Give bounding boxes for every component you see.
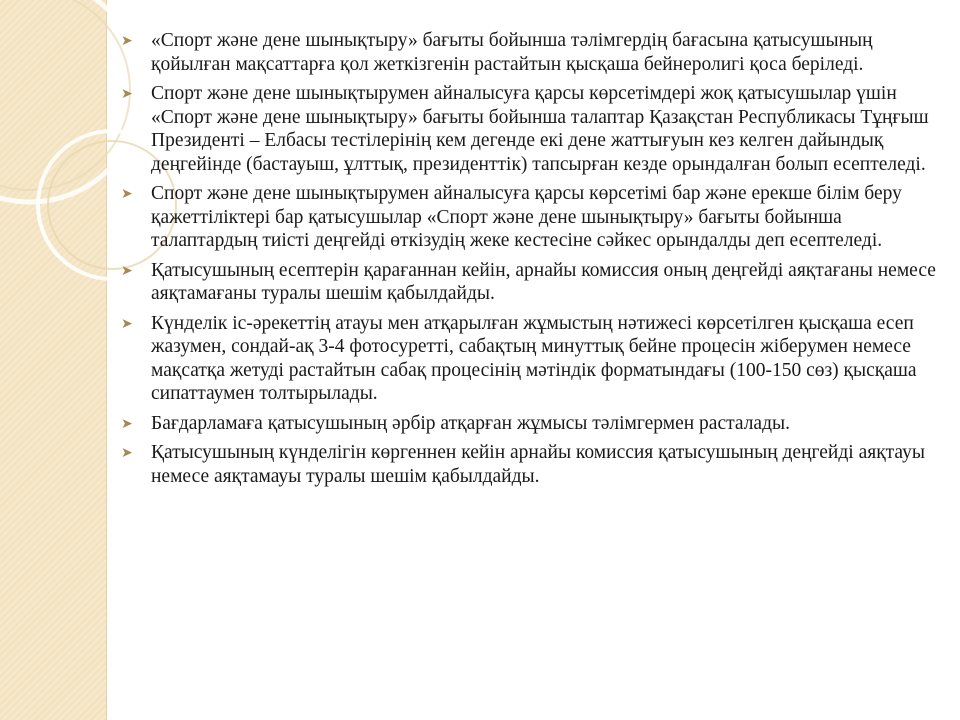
bullet-text: Күнделік іс-әрекеттің атауы мен атқарылған жұмыстың нәтижесі көрсетілген қысқаша есеп жазумен, сондай-ақ 3-4 фотосуретті, сабақтың минуттық бейне процесін жіберумен немесе мақсатқа жетуді растайтын сабақ процесінің мәтіндік форматындағы (100-150 сөз) қысқаша сипаттаумен толтырылады. [151,312,917,404]
bullet-text: Бағдарламаға қатысушының әрбір атқарған жұмысы тәлімгермен расталады. [151,412,790,434]
bullet-text: Қатысушының есептерін қарағаннан кейін, арнайы комиссия оның деңгейді аяқтағаны немесе аяқтамағаны туралы шешім қабылдайды. [151,259,936,304]
bullet-text: «Спорт және дене шынықтыру» бағыты бойынша тәлімгердің бағасына қатысушының қойылған мақсаттарға қол жеткізгенін растайтын қысқаша бейнеролигі қоса беріледі. [151,30,873,75]
chevron-right-icon: ➤ [121,445,133,461]
bullet-item [118,441,938,488]
chevron-right-icon: ➤ [121,33,133,49]
chevron-right-icon: ➤ [121,86,133,102]
bullet-item [118,82,938,176]
bullet-text: Қатысушының күнделігін көргеннен кейін арнайы комиссия қатысушының деңгейді аяқтауы немесе аяқтамауы туралы шешім қабылдайды. [151,442,925,487]
bullet-text: Спорт және дене шынықтырумен айналысуға қарсы көрсетімдері жоқ қатысушылар үшін «Спорт және дене шынықтыру» бағыты бойынша талаптар Қазақстан Республикасы Тұңғыш Президенті – Елбасы тестілерінің кем дегенде екі дене жаттығуын кез келген дайындық деңгейінде (бастауыш, ұлттық, президенттік) тапсырған кезде орындалған болып есептеледі. [151,83,929,175]
bullet-text: Спорт және дене шынықтырумен айналысуға қарсы көрсетімі бар және ерекше білім беру қажеттіліктері бар қатысушылар «Спорт және дене шынықтыру» бағыты бойынша талаптардың тиісті деңгейді өткізудің жеке кестесіне сәйкес орындалды деп есептеледі. [151,183,902,251]
chevron-right-icon: ➤ [121,415,133,432]
bullet-list [118,29,938,494]
bullet-item [118,312,938,406]
chevron-right-icon: ➤ [121,262,133,279]
bullet-item [118,412,938,436]
bullet-item [118,259,938,306]
bullet-item [118,182,938,253]
chevron-right-icon: ➤ [121,186,133,202]
bullet-item [118,29,938,76]
chevron-right-icon: ➤ [121,315,133,332]
